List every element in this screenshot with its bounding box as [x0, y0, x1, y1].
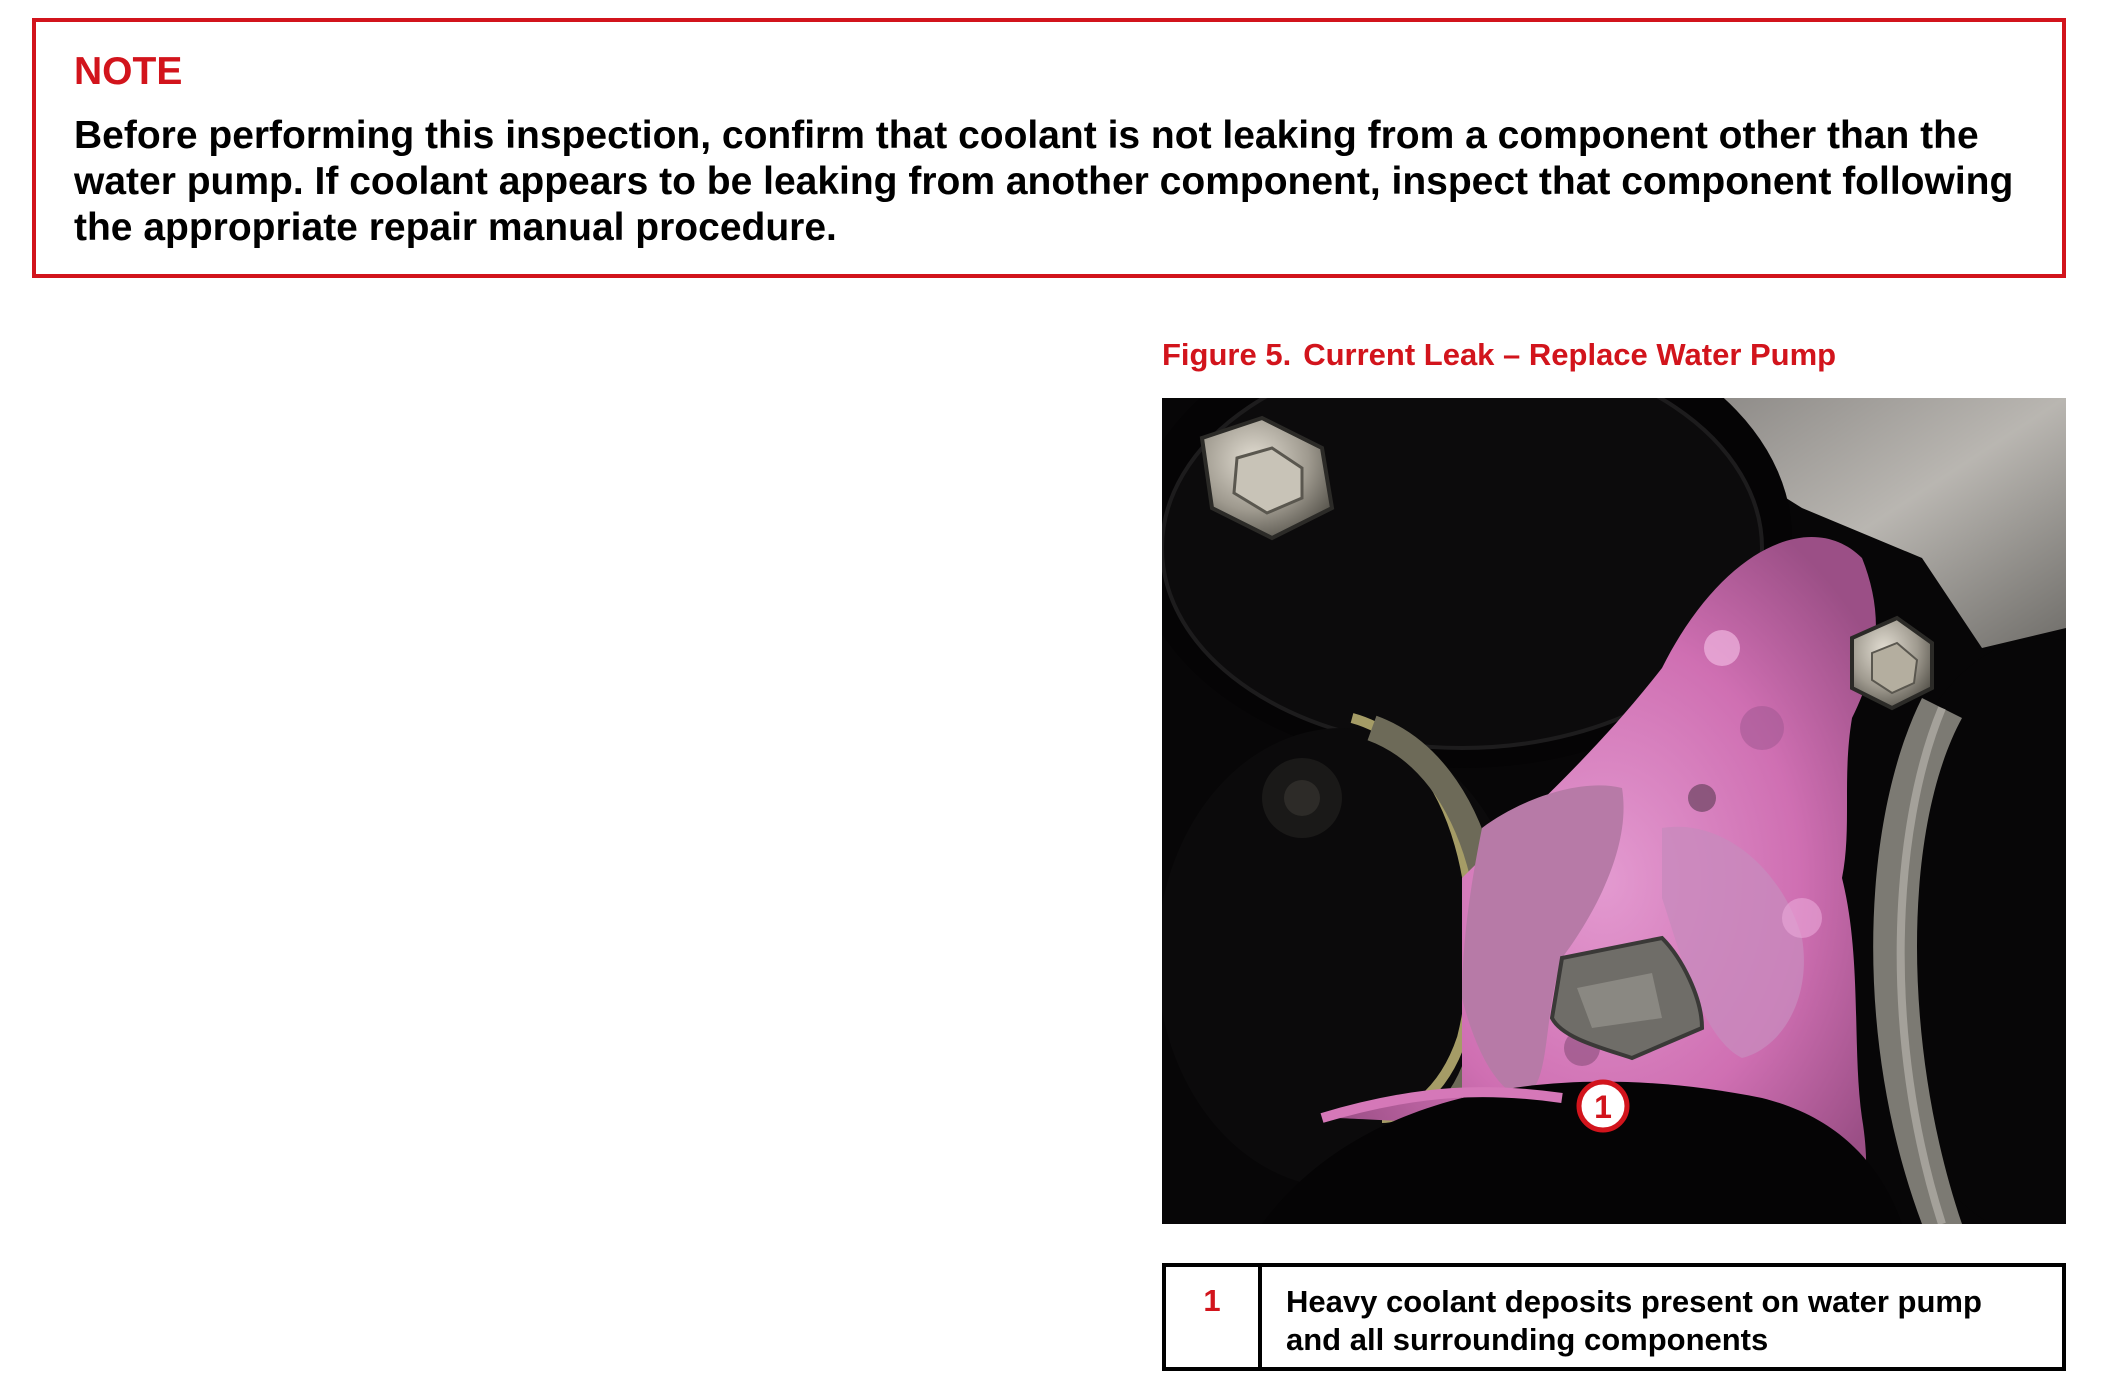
figure-label: Figure 5. — [1162, 337, 1292, 372]
callout-marker — [1579, 1082, 1627, 1130]
legend-row — [1164, 1265, 2064, 1369]
note-box — [32, 18, 2066, 278]
figure-title: Current Leak – Replace Water Pump — [1303, 337, 1837, 372]
water-pump-photo — [1162, 398, 2066, 1224]
legend-table — [1162, 1263, 2066, 1371]
note-heading: NOTE — [74, 50, 183, 93]
callout-number: 1 — [1594, 1089, 1612, 1125]
figure-caption — [1162, 337, 1836, 373]
legend-description: Heavy coolant deposits present on water pump and all surrounding components — [1260, 1265, 2064, 1369]
legend-number: 1 — [1164, 1265, 1260, 1369]
note-text: Before performing this inspection, confirm that coolant is not leaking from a component other than the water pump. If coolant appears to be leaking from another component, inspect that component following the appropriate repair manual procedure. — [74, 114, 2014, 249]
